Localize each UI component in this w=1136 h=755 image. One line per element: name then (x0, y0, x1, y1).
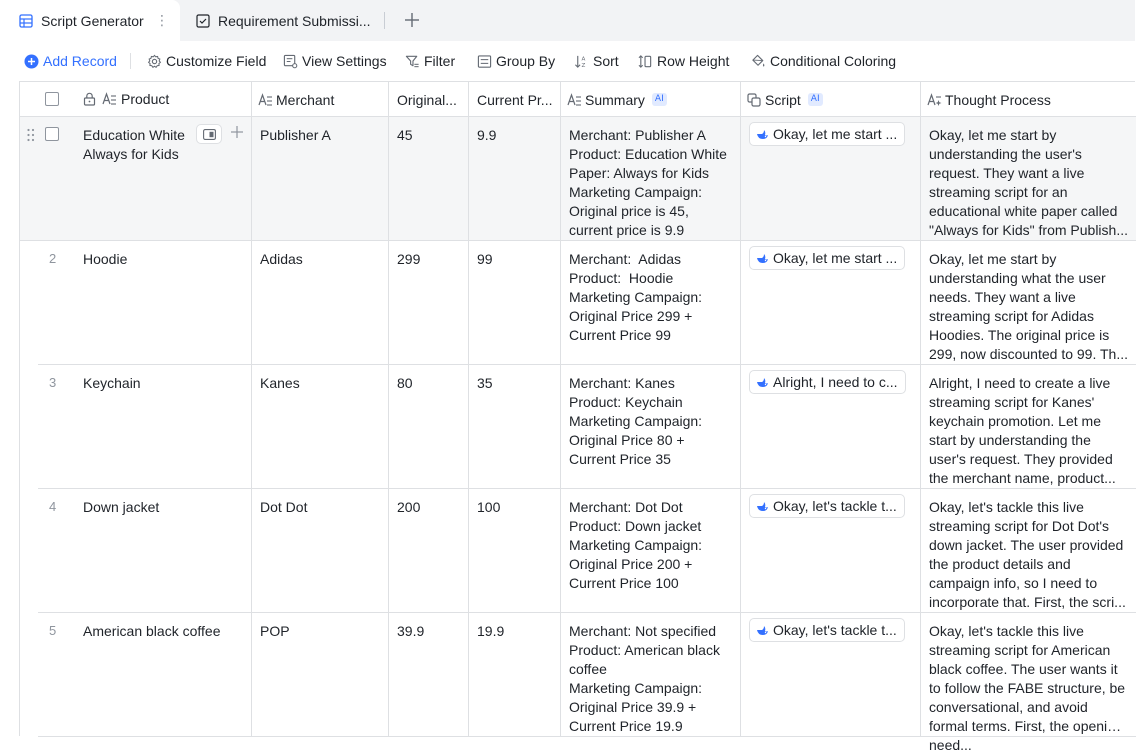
merchant-text: POP (260, 623, 290, 639)
script-text: Okay, let me start ... (773, 125, 897, 144)
script-cell[interactable] (741, 489, 921, 612)
current-price-cell[interactable] (469, 241, 561, 364)
merchant-cell[interactable] (252, 117, 389, 240)
script-cell[interactable] (741, 613, 921, 736)
script-chip[interactable] (749, 122, 905, 146)
product-text: Hoodie (83, 250, 243, 269)
script-chip[interactable] (749, 618, 905, 642)
ai-badge: AI (808, 93, 823, 106)
tab-label: Requirement Submissi... (218, 13, 371, 29)
table-row[interactable] (20, 241, 1136, 365)
script-cell[interactable] (741, 241, 921, 364)
whale-icon (756, 624, 769, 637)
header-row (20, 82, 1136, 117)
thought-process-cell[interactable] (921, 365, 1136, 488)
header-merchant[interactable] (252, 82, 389, 117)
table-row[interactable] (20, 489, 1136, 613)
add-record-button[interactable] (23, 41, 117, 81)
row-number: 2 (49, 249, 56, 268)
thought-text: Okay, let's tackle this live streaming script for American black coffee. The user wants it to follow the FABE structure, be conversational, and avoid formal terms. First, the opening need... (929, 622, 1128, 736)
thought-text: Alright, I need to create a live streaming script for Kanes' keychain promotion. Let me start by understanding the user's request. They provided the merchant name, product... (929, 374, 1128, 488)
whale-icon (756, 376, 769, 389)
product-text: Education White Always for Kids (83, 126, 193, 164)
product-text: Down jacket (83, 498, 243, 517)
current-price-text: 100 (477, 499, 500, 515)
summary-text: Merchant: Not specified Product: American black coffee Marketing Campaign: Original Price 39.9 + Current Price 19.9 (569, 622, 732, 736)
thought-process-cell[interactable] (921, 117, 1136, 240)
link-record-icon (747, 93, 761, 107)
summary-cell[interactable] (561, 613, 741, 736)
ai-badge: AI (652, 93, 667, 106)
gear-icon (146, 53, 162, 69)
more-vertical-icon[interactable]: ⋮ (155, 12, 169, 28)
merchant-cell[interactable] (252, 613, 389, 736)
current-price-cell[interactable] (469, 489, 561, 612)
group-by-label: Group By (496, 53, 555, 69)
header-current-label: Current Pr... (477, 92, 552, 108)
toolbar (0, 41, 1135, 81)
grid-table-icon (19, 14, 33, 28)
product-text: Keychain (83, 374, 243, 393)
original-price-text: 45 (397, 127, 413, 143)
header-original-price[interactable] (389, 82, 469, 117)
header-summary-label: Summary (585, 92, 645, 108)
view-settings-icon (282, 53, 298, 69)
tab-label: Script Generator (41, 13, 144, 29)
header-thought-label: Thought Process (945, 92, 1051, 108)
add-record-label: Add Record (43, 53, 117, 69)
whale-icon (756, 128, 769, 141)
header-thought-process[interactable] (921, 82, 1136, 117)
original-price-cell[interactable] (389, 365, 469, 488)
header-current-price[interactable] (469, 82, 561, 117)
original-price-cell[interactable] (389, 613, 469, 736)
script-text: Okay, let me start ... (773, 249, 897, 268)
summary-text: Merchant: Dot Dot Product: Down jacket Marketing Campaign: Original Price 200 + Current Price 100 (569, 498, 732, 593)
summary-cell[interactable] (561, 241, 741, 364)
svg-text:Z: Z (581, 63, 585, 69)
header-merchant-label: Merchant (276, 92, 334, 108)
sort-button[interactable] (573, 41, 619, 81)
product-cell[interactable] (20, 613, 252, 736)
product-cell[interactable] (20, 241, 252, 364)
row-number: 4 (49, 497, 56, 516)
script-chip[interactable] (749, 370, 906, 394)
filter-button[interactable] (404, 41, 455, 81)
script-chip[interactable] (749, 246, 905, 270)
select-all-checkbox[interactable] (45, 92, 59, 106)
script-text: Okay, let's tackle t... (773, 621, 897, 640)
tab-requirement-submission[interactable] (196, 0, 371, 41)
merchant-text: Adidas (260, 251, 303, 267)
original-price-cell[interactable] (389, 241, 469, 364)
group-by-button[interactable] (476, 41, 555, 81)
whale-icon (756, 252, 769, 265)
merchant-text: Dot Dot (260, 499, 307, 515)
summary-text: Merchant: Publisher A Product: Education White Paper: Always for Kids Marketing Campaign: Original price is 45, current price is 9.9 (569, 126, 732, 240)
expand-record-icon[interactable] (196, 124, 222, 144)
group-icon (476, 53, 492, 69)
add-tab-icon[interactable] (403, 11, 421, 29)
row-height-button[interactable] (637, 41, 729, 81)
add-icon[interactable] (230, 125, 244, 139)
current-price-cell[interactable] (469, 365, 561, 488)
summary-cell[interactable] (561, 117, 741, 240)
view-settings-button[interactable] (282, 41, 387, 81)
row-height-icon (637, 53, 653, 69)
product-cell[interactable] (20, 489, 252, 612)
sort-label: Sort (593, 53, 619, 69)
text-field-icon (258, 93, 272, 107)
thought-process-cell[interactable] (921, 613, 1136, 736)
row-number: 5 (49, 621, 56, 640)
thought-process-cell[interactable] (921, 489, 1136, 612)
sort-icon (573, 53, 589, 69)
toolbar-divider (130, 53, 131, 69)
merchant-text: Publisher A (260, 127, 331, 143)
row-height-label: Row Height (657, 53, 729, 69)
thought-text: Okay, let me start by understanding what the user needs. They want a live streaming script for Adidas Hoodies. The original price is 299, now discounted to 99. Th... (929, 250, 1128, 364)
current-price-cell[interactable] (469, 613, 561, 736)
header-product[interactable] (20, 82, 252, 117)
thought-text: Okay, let's tackle this live streaming script for Dot Dot's down jacket. The user provided the product details and campaign info, so I need to incorporate that. First, the scri... (929, 498, 1128, 612)
product-cell[interactable] (20, 365, 252, 488)
paint-bucket-icon (750, 53, 766, 69)
header-script-label: Script (765, 92, 801, 108)
add-circle-icon (23, 53, 39, 69)
original-price-text: 299 (397, 251, 420, 267)
header-original-label: Original... (397, 92, 457, 108)
view-settings-label: View Settings (302, 53, 387, 69)
header-script[interactable] (741, 82, 921, 117)
whale-icon (756, 500, 769, 513)
drag-handle-icon[interactable] (26, 128, 36, 142)
svg-text:A: A (581, 56, 585, 62)
merchant-text: Kanes (260, 375, 300, 391)
filter-icon (404, 53, 420, 69)
script-chip[interactable] (749, 494, 905, 518)
thought-process-cell[interactable] (921, 241, 1136, 364)
header-product-label: Product (121, 91, 169, 107)
current-price-text: 35 (477, 375, 493, 391)
conditional-coloring-label: Conditional Coloring (770, 53, 896, 69)
script-text: Okay, let's tackle t... (773, 497, 897, 516)
customize-field-label: Customize Field (166, 53, 266, 69)
filter-label: Filter (424, 53, 455, 69)
row-checkbox[interactable] (45, 127, 59, 141)
conditional-coloring-button[interactable] (750, 41, 896, 81)
data-grid (19, 81, 1135, 736)
tab-divider (384, 12, 385, 29)
summary-cell[interactable] (561, 365, 741, 488)
customize-field-button[interactable] (146, 41, 266, 81)
script-cell[interactable] (741, 117, 921, 240)
summary-text: Merchant: Adidas Product: Hoodie Marketing Campaign: Original Price 299 + Current Price 99 (569, 250, 732, 345)
product-text: American black coffee (83, 622, 243, 641)
thought-text: Okay, let me start by understanding the user's request. They want a live streaming script for an educational white paper called "Always for Kids" from Publish... (929, 126, 1128, 240)
text-ai-icon (927, 93, 941, 107)
tab-bar (0, 0, 1135, 41)
current-price-text: 19.9 (477, 623, 504, 639)
merchant-cell[interactable] (252, 489, 389, 612)
merchant-cell[interactable] (252, 365, 389, 488)
script-cell[interactable] (741, 365, 921, 488)
header-summary[interactable] (561, 82, 741, 117)
original-price-text: 39.9 (397, 623, 424, 639)
original-price-cell[interactable] (389, 489, 469, 612)
current-price-text: 99 (477, 251, 493, 267)
text-field-icon (567, 93, 581, 107)
table-row[interactable] (20, 365, 1136, 489)
tab-script-generator[interactable] (0, 0, 144, 41)
text-field-icon (102, 92, 116, 106)
summary-text: Merchant: Kanes Product: Keychain Marketing Campaign: Original Price 80 + Current Price 35 (569, 374, 732, 469)
table-row[interactable] (20, 613, 1136, 737)
lock-icon (83, 92, 97, 106)
original-price-text: 200 (397, 499, 420, 515)
summary-cell[interactable] (561, 489, 741, 612)
merchant-cell[interactable] (252, 241, 389, 364)
current-price-text: 9.9 (477, 127, 496, 143)
row-number: 3 (49, 373, 56, 392)
script-text: Alright, I need to c... (773, 373, 898, 392)
original-price-text: 80 (397, 375, 413, 391)
current-price-cell[interactable] (469, 117, 561, 240)
original-price-cell[interactable] (389, 117, 469, 240)
product-cell[interactable] (20, 117, 252, 240)
form-check-icon (196, 14, 210, 28)
table-row[interactable] (20, 117, 1136, 241)
